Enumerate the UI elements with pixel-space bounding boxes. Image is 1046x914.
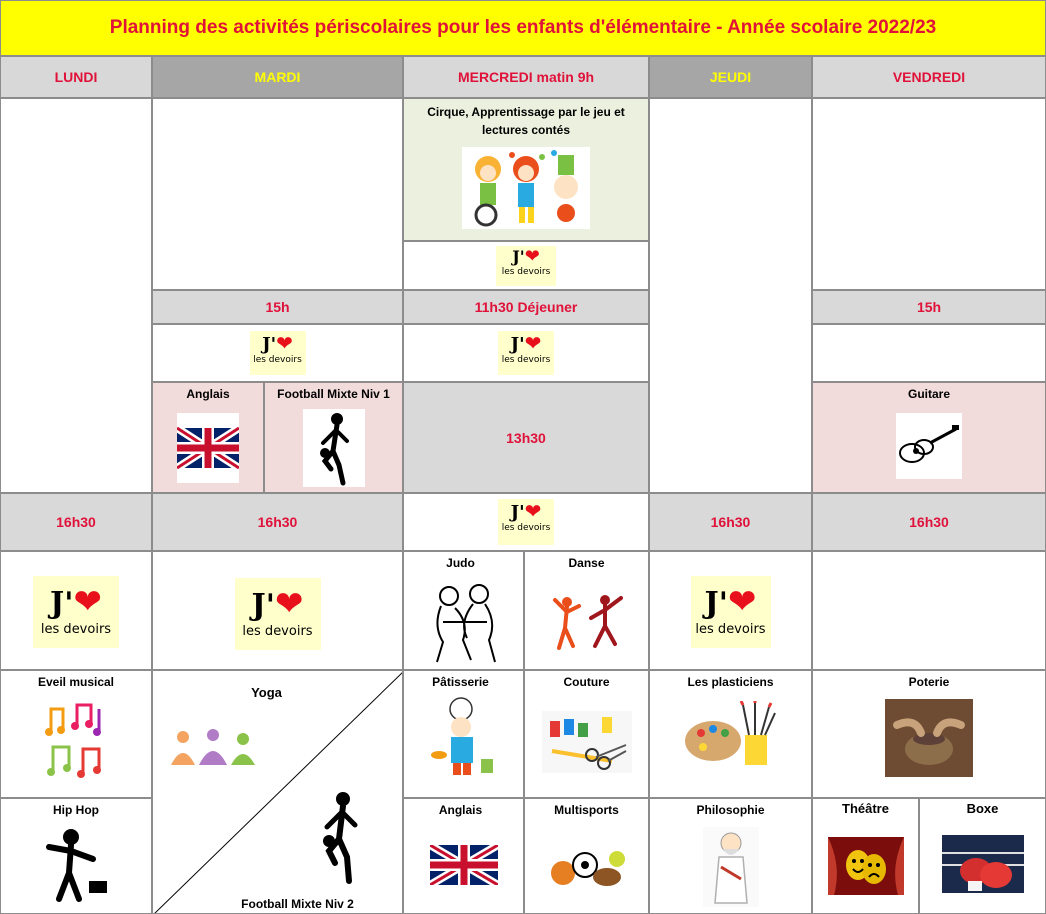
yoga-label: Yoga <box>251 685 282 700</box>
j-aime-devoirs-logo: J'❤ les devoirs <box>496 246 556 286</box>
lundi-devoirs-cell <box>0 551 152 670</box>
lundi-empty-block <box>0 98 152 493</box>
j-aime-devoirs-logo: J'❤ les devoirs <box>498 499 554 545</box>
vendredi-empty-cell-2 <box>812 551 1046 670</box>
anglais-mardi-label: Anglais <box>186 387 230 401</box>
couture-cell <box>524 670 649 798</box>
mardi-devoirs-cell <box>152 324 403 382</box>
plasticiens-cell <box>649 670 812 798</box>
theatre-label: Théâtre <box>842 801 889 816</box>
mercredi-devoirs-cell-3 <box>403 493 649 551</box>
j-aime-devoirs-logo: J'❤ les devoirs <box>691 576 771 648</box>
anglais-mercredi-cell <box>403 798 524 914</box>
mercredi-dejeuner: 11h30 Déjeuner <box>403 290 649 324</box>
vendredi-empty-cell <box>812 324 1046 382</box>
football-player-icon <box>303 409 365 487</box>
danse-cell <box>524 551 649 670</box>
heart-icon: ❤ <box>524 499 542 523</box>
patisserie-cell <box>403 670 524 798</box>
hiphop-cell <box>0 798 152 914</box>
boxe-label: Boxe <box>966 801 999 816</box>
heart-icon: ❤ <box>276 331 293 355</box>
guitare-cell <box>812 382 1046 493</box>
day-header-lundi: LUNDI <box>0 56 152 98</box>
heart-icon: ❤ <box>73 582 102 622</box>
diagonal-divider <box>153 671 403 914</box>
anglais-mardi-cell <box>152 382 264 493</box>
sports-balls-icon <box>547 843 627 893</box>
judo-icon <box>423 582 505 666</box>
mardi-empty-block <box>152 98 403 290</box>
vendredi-16h30: 16h30 <box>812 493 1046 551</box>
mercredi-13h30: 13h30 <box>403 382 649 493</box>
mercredi-devoirs-cell-2 <box>403 324 649 382</box>
day-header-mercredi: MERCREDI matin 9h <box>403 56 649 98</box>
vendredi-15h: 15h <box>812 290 1046 324</box>
jeudi-devoirs-cell <box>649 551 812 670</box>
football-player-icon <box>319 789 365 885</box>
guitar-icon <box>896 413 962 479</box>
yoga-figures-icon <box>167 727 259 769</box>
plasticiens-label: Les plasticiens <box>687 675 774 689</box>
poterie-label: Poterie <box>908 675 950 689</box>
cirque-cell <box>403 98 649 241</box>
pastry-chef-icon <box>429 697 499 781</box>
couture-label: Couture <box>563 675 610 689</box>
day-header-vendredi: VENDREDI <box>812 56 1046 98</box>
art-palette-icon <box>683 701 779 771</box>
vendredi-empty-block <box>812 98 1046 290</box>
anglais-mercredi-label: Anglais <box>438 803 483 817</box>
football-niv2-label: Football Mixte Niv 2 <box>241 897 354 911</box>
j-aime-devoirs-logo: J'❤ les devoirs <box>498 331 554 375</box>
patisserie-label: Pâtisserie <box>432 675 489 689</box>
j-aime-devoirs-logo: J'❤ les devoirs <box>235 578 321 650</box>
boxing-gloves-icon <box>942 835 1024 893</box>
uk-flag-icon <box>177 413 239 483</box>
philosophie-cell <box>649 798 812 914</box>
heart-icon: ❤ <box>524 246 540 267</box>
mercredi-devoirs-cell-1 <box>403 241 649 290</box>
football-niv1-label: Football Mixte Niv 1 <box>277 387 390 401</box>
eveil-musical-cell <box>0 670 152 798</box>
dancers-icon <box>549 592 625 652</box>
day-header-mardi: MARDI <box>152 56 403 98</box>
multisports-label: Multisports <box>554 803 619 817</box>
lundi-16h30: 16h30 <box>0 493 152 551</box>
guitare-label: Guitare <box>907 387 950 401</box>
yoga-football-cell <box>152 670 403 914</box>
eveil-musical-label: Eveil musical <box>37 675 115 689</box>
judo-label: Judo <box>446 556 475 570</box>
hiphop-label: Hip Hop <box>53 803 99 817</box>
philosopher-icon <box>703 827 759 907</box>
heart-icon: ❤ <box>274 584 304 624</box>
danse-label: Danse <box>568 556 605 570</box>
pottery-icon <box>885 699 973 777</box>
j-aime-devoirs-logo: J'❤ les devoirs <box>250 331 306 375</box>
mardi-devoirs-big-cell <box>152 551 403 670</box>
heart-icon: ❤ <box>524 331 542 355</box>
j-aime-devoirs-logo: J'❤ les devoirs <box>33 576 119 648</box>
jeudi-16h30: 16h30 <box>649 493 812 551</box>
heart-icon: ❤ <box>727 582 757 622</box>
jeudi-empty-block <box>649 98 812 493</box>
theatre-cell <box>812 798 919 914</box>
cirque-label: Cirque, Apprentissage par le jeu et lectures contés <box>427 105 625 137</box>
page-title: Planning des activités périscolaires pour les enfants d'élémentaire - Année scolaire 2022/23 <box>0 0 1046 56</box>
judo-cell <box>403 551 524 670</box>
multisports-cell <box>524 798 649 914</box>
uk-flag-icon <box>430 845 498 885</box>
philosophie-label: Philosophie <box>696 803 765 817</box>
mardi-15h: 15h <box>152 290 403 324</box>
clowns-icon <box>462 147 590 229</box>
football-niv1-cell <box>264 382 403 493</box>
mardi-16h30: 16h30 <box>152 493 403 551</box>
theatre-masks-icon <box>828 837 904 895</box>
poterie-cell <box>812 670 1046 798</box>
music-notes-icon <box>41 701 111 781</box>
sewing-tools-icon <box>542 711 632 773</box>
boxe-cell <box>919 798 1046 914</box>
day-header-jeudi: JEUDI <box>649 56 812 98</box>
hiphop-dancer-icon <box>39 825 113 905</box>
